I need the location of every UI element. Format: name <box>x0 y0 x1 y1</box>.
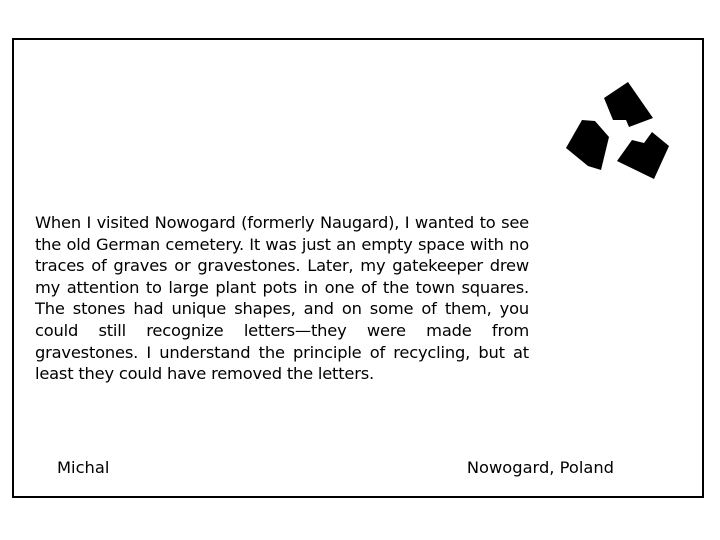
logo-fragment-top <box>604 82 653 127</box>
logo-fragment-left <box>566 120 609 170</box>
recycle-fragments-icon <box>564 80 674 180</box>
author-name: Michal <box>57 458 110 477</box>
postcard <box>12 38 704 498</box>
logo-fragment-right <box>617 132 669 179</box>
postcard-story: When I visited Nowogard (formerly Naugard), I wanted to see the old German cemetery. It was just an empty space with no traces of graves or gravestones. Later, my gatekeeper drew my attention to large plant pots in one of the town squares. The stones had unique shapes, and on some of them, you could still recognize letters—they were made from gravestones. I understand the principle of recycling, but at least they could have removed the letters. <box>35 213 529 384</box>
location-label: Nowogard, Poland <box>466 458 614 477</box>
